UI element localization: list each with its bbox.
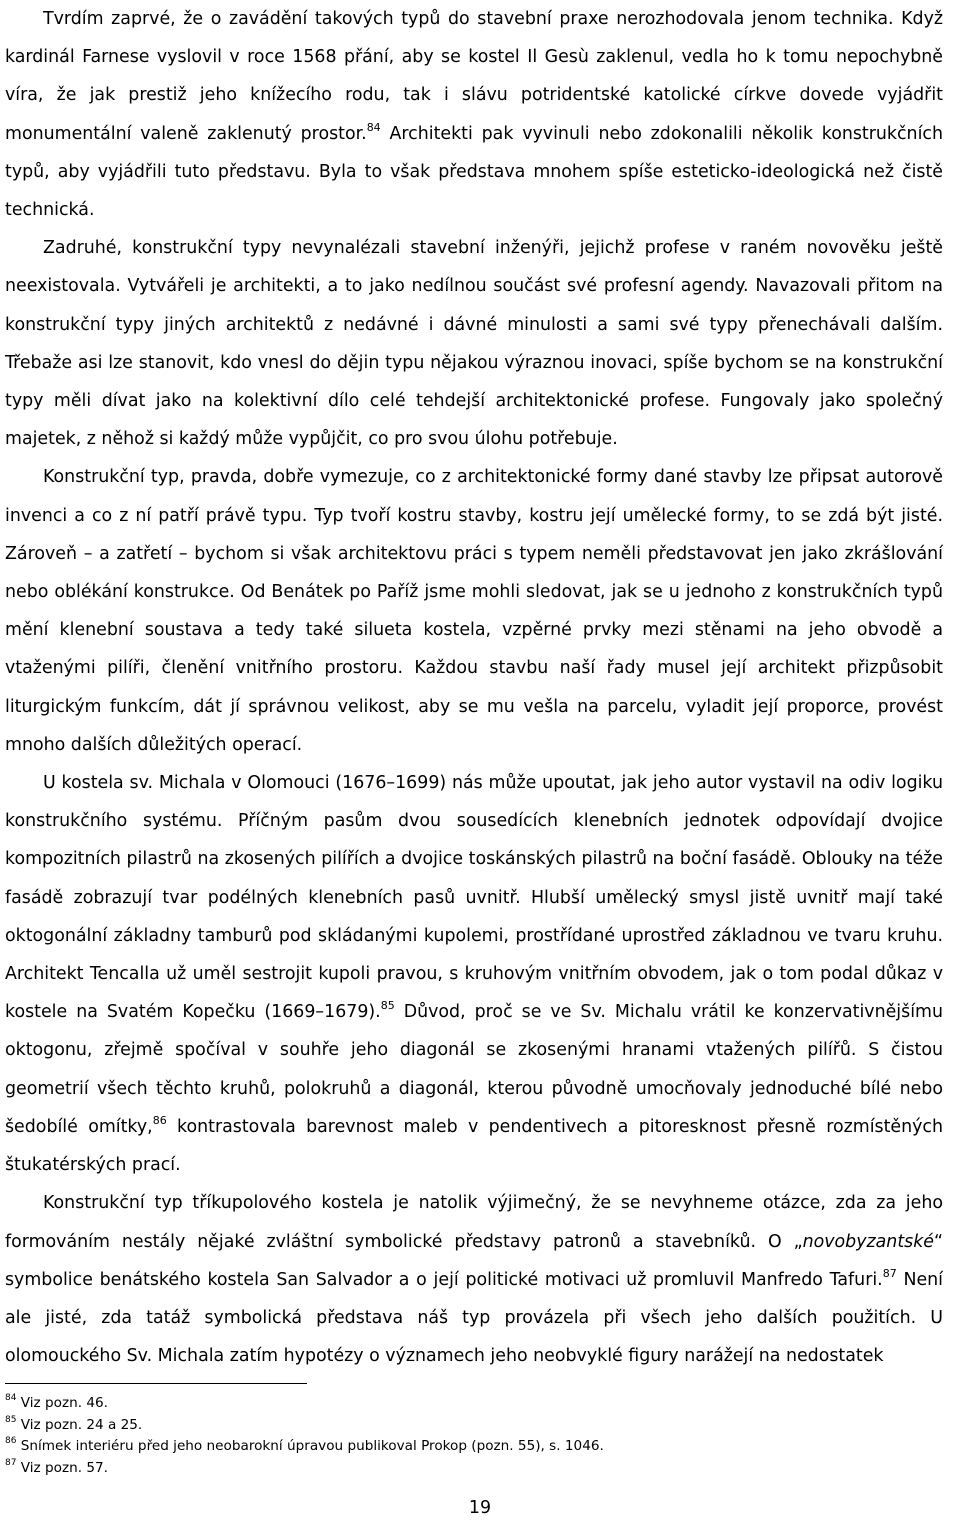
paragraph bbox=[5, 0, 943, 229]
footnote-number: 86 bbox=[5, 1436, 17, 1447]
footnote-number: 85 bbox=[5, 1414, 17, 1425]
text-run: Není ale jisté, zda tatáž symbolická představa náš typ provázela při všech jeho dalších použitích. U olomouckého Sv. Michala zatím hypotézy o významech jeho neobvyklé figury narážejí na nedostatek bbox=[5, 1269, 944, 1367]
footnote-text: Snímek interiéru před jeho neobarokní úpravou publikoval Prokop (pozn. 55), s. 1046. bbox=[16, 1438, 604, 1454]
text-run: kontrastovala barevnost maleb v pendentivech a pitoresknost přesně rozmístěných štukatérských prací. bbox=[5, 1116, 943, 1176]
footnote-reference: 87 bbox=[882, 1266, 897, 1280]
text-run: Tvrdím zaprvé, že o zavádění takových typů do stavební praxe nerozhodovala jenom technika. Když kardinál Farnese vyslovil v roce 1568 přání, aby se kostel Il Gesù zaklenul, vedla ho k tomu nepochybně víra, že jak prestiž jeho knížecího rodu, tak i slávu potridentské katolické církve dovede vyjádřit monumentální valeně zaklenutý prostor. bbox=[5, 9, 943, 144]
footnote-text: Viz pozn. 57. bbox=[16, 1459, 108, 1476]
document-page bbox=[5, 0, 943, 1375]
footnote bbox=[5, 1415, 943, 1437]
footnote bbox=[5, 1436, 943, 1458]
footnote bbox=[5, 1458, 943, 1480]
paragraph bbox=[5, 1184, 943, 1375]
paragraph bbox=[5, 764, 943, 1184]
paragraph bbox=[5, 229, 943, 458]
text-run: Důvod, proč se ve Sv. Michalu vrátil ke konzervativnějšímu oktogonu, zřejmě spočíval v souhře jeho diagonál se zkosenými hranami vtažených pilířů. S čistou geometrií všech těchto kruhů, polokruhů a diagonál, kterou původně umocňovaly jednoduché bílé nebo šedobílé omítky, bbox=[5, 1002, 943, 1137]
footnote bbox=[5, 1393, 943, 1415]
text-run: Konstrukční typ, pravda, dobře vymezuje, co z architektonické formy dané stavby lze připsat autorově invenci a co z ní patří právě typu. Typ tvoří kostru stavby, kostru její umělecké formy, to se zdá být jisté. Zároveň – a zatřetí – bychom si však architektovu práci s typem neměli představovat jen jako zkrášlování nebo oblékání konstrukce. Od Benátek po Paříž jsme mohli sledovat, jak se u jednoho z konstrukčních typů mění klenební soustava a tedy také silueta kostela, vzpěrné prvky mezi stěnami na jeho obvodě a vtaženými pilíři, členění vnitřního prostoru. Každou stavbu naší řady musel její architekt přizpůsobit liturgickým funkcím, dát jí správnou velikost, aby se mu vešla na parcelu, vyladit její proporce, provést mnoho dalších důležitých operací. bbox=[5, 467, 943, 755]
main-text bbox=[5, 0, 943, 1375]
footnote-text: Viz pozn. 24 a 25. bbox=[16, 1416, 143, 1433]
footnote-reference: 85 bbox=[380, 999, 395, 1013]
footnote-number: 87 bbox=[5, 1457, 17, 1468]
footnote-reference: 84 bbox=[366, 120, 381, 134]
footnote-number: 84 bbox=[5, 1393, 17, 1404]
footnote-reference: 86 bbox=[152, 1114, 167, 1128]
italic-text: novobyzantské bbox=[802, 1231, 934, 1252]
footnote-separator bbox=[5, 1383, 307, 1384]
footnotes bbox=[5, 1393, 943, 1479]
footnote-text: Viz pozn. 46. bbox=[16, 1395, 108, 1411]
page-number: 19 bbox=[468, 1498, 492, 1518]
text-run: U kostela sv. Michala v Olomouci (1676–1699) nás může upoutat, jak jeho autor vystavil na odiv logiku konstrukčního systému. Příčným pasům dvou sousedících klenebních jednotek odpovídají dvojice kompozitních pilastrů na zkosených pilířích a dvojice toskánských pilastrů na boční fasádě. Oblouky na téže fasádě zobrazují tvar podélných klenebních pasů uvnitř. Hlubší umělecký smysl jistě uvnitř mají také oktogonální základny tamburů pod skládanými kupolemi, prostřídané uprostřed základnou ve tvaru kruhu. Architekt Tencalla už uměl sestrojit kupoli pravou, s kruhovým vnitřním obvodem, jak o tom podal důkaz v kostele na Svatém Kopečku (1669–1679). bbox=[5, 773, 943, 1023]
text-run: Zadruhé, konstrukční typy nevynalézali stavební inženýři, jejichž profese v raném novověku ještě neexistovala. Vytvářeli je architekti, a to jako nedílnou součást své profesní agendy. Navazovali přitom na konstrukční typy jiných architektů z nedávné i dávné minulosti a sami své typy přenechávali dalším. Třebaže asi lze stanovit, kdo vnesl do dějin typu nějakou výraznou inovaci, spíše bychom se na konstrukční typy měli dívat jako na kolektivní dílo celé tehdejší architektonické profese. Fungovaly jako společný majetek, z něhož si každý může vypůjčit, co pro svou úlohu potřebuje. bbox=[5, 238, 943, 450]
text-run: Konstrukční typ tříkupolového kostela je natolik výjimečný, že se nevyhneme otázce, zda za jeho formováním nestály nějaké zvláštní symbolické představy patronů a stavebníků. O „ bbox=[5, 1193, 943, 1252]
text-run: Architekti pak vyvinuli nebo zdokonalili několik konstrukčních typů, aby vyjádřili tuto představu. Byla to však představa mnohem spíše esteticko-ideologická než čistě technická. bbox=[5, 123, 943, 221]
paragraph bbox=[5, 458, 943, 764]
text-run: “ symbolice benátského kostela San Salvador a o její politické motivaci už promluvil Manfredo Tafuri. bbox=[5, 1231, 943, 1290]
